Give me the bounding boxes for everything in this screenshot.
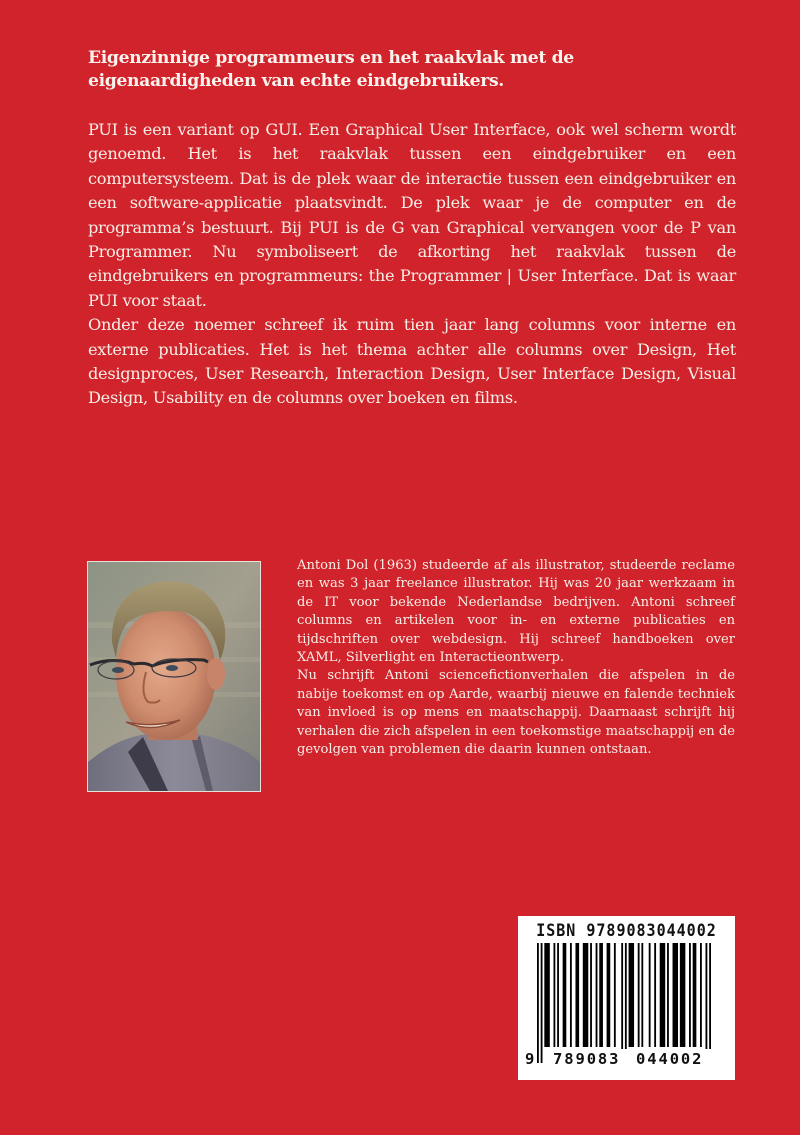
author-bio	[297, 557, 735, 759]
bio-paragraph-2: Nu schrijft Antoni sciencefictionverhalen die afspelen in de nabije toekomst en op Aarde, waarbij nieuwe en falende techniek van invloed is op mens en maatschappij. Daarnaast schrijft hij verhalen die zich afspelen in een toekomstige maatschappij en de gevolgen van problemen die daarin kunnen ontstaan.	[297, 668, 735, 758]
isbn-label: ISBN 9789083044002	[536, 919, 717, 941]
isbn-digits-left: 789083	[551, 1049, 631, 1069]
blurb-paragraph-2: Onder deze noemer schreef ik ruim tien jaar lang columns voor interne en externe publicaties. Het is het thema achter alle columns over Design, Het designproces, User Research, Interaction Design, User Interface Design, Visual Design, Usability en de columns over boeken en films.	[88, 315, 736, 408]
author-photo	[87, 561, 261, 792]
isbn-digits-right: 044002	[634, 1049, 712, 1069]
barcode-bars-icon	[537, 943, 711, 1063]
author-portrait-illustration	[88, 562, 260, 791]
tagline-heading: Eigenzinnige programmeurs en het raakvlak met de eigenaardigheden van echte eindgebruikers.	[88, 48, 574, 91]
bio-paragraph-1: Antoni Dol (1963) studeerde af als illustrator, studeerde reclame en was 3 jaar freelance illustrator. Hij was 20 jaar werkzaam in de IT voor bekende Nederlandse bedrijven. Antoni schreef columns en artikelen voor in- en externe publicaties en tijdschriften over webdesign. Hij schreef handboeken over XAML, Silverlight en Interactieontwerp.	[297, 558, 735, 666]
blurb-text	[88, 118, 736, 411]
isbn-digit-first: 9	[525, 1050, 537, 1068]
isbn-barcode	[518, 916, 735, 1080]
blurb-paragraph-1: PUI is een variant op GUI. Een Graphical User Interface, ook wel scherm wordt genoemd. Het is het raakvlak tussen een eindgebruiker en een computersysteem. Dat is de plek waar de interactie tussen een eindgebruiker en een software-applicatie plaatsvindt. De plek waar je de computer en de programma’s bestuurt. Bij PUI is de G van Graphical vervangen voor de P van Programmer. Nu symboliseert de afkorting het raakvlak tussen de eindgebruikers en programmeurs: the Programmer | User Interface. Dat is waar PUI voor staat.	[88, 120, 736, 310]
